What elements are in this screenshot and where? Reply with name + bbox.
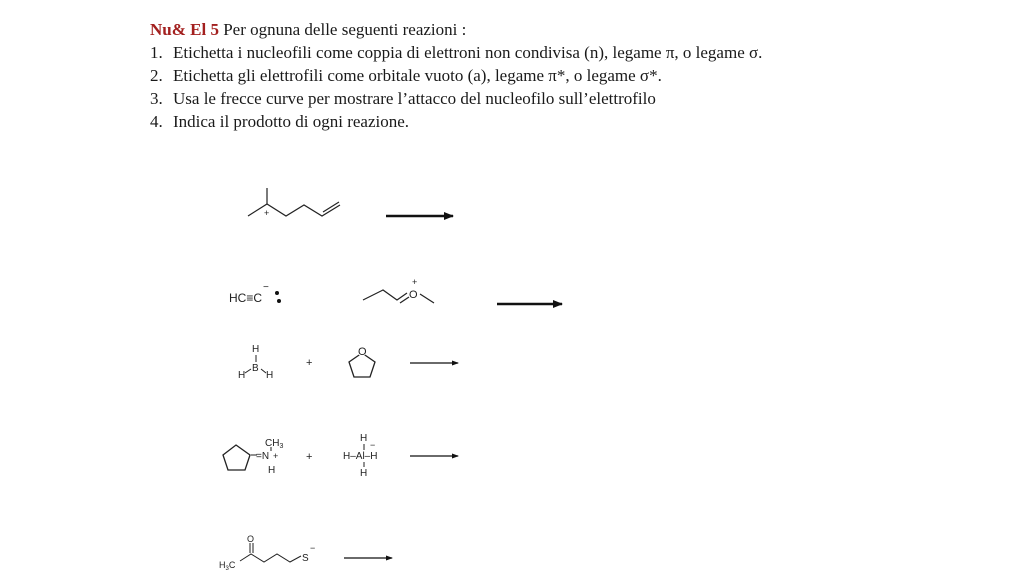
o-methyl-bond	[420, 294, 434, 303]
borane-h-left: H	[238, 370, 246, 381]
reaction-1	[248, 188, 453, 218]
exercise-title: Nu& El 5	[150, 20, 219, 39]
boron-label: B	[252, 363, 259, 374]
aluminate-h-top: H	[360, 433, 368, 444]
step-number: 3.	[150, 89, 163, 108]
acetylide-label: HC≡C	[229, 291, 262, 305]
step-number: 2.	[150, 66, 163, 85]
plus-sign: +	[306, 357, 313, 369]
iminium-n-label: =N	[256, 451, 270, 462]
step-text: Etichetta gli elettrofili come orbitale vuoto (a), legame π*, o legame σ*.	[173, 66, 662, 85]
carbocation-charge: +	[264, 208, 270, 218]
lone-pair-dot	[277, 299, 281, 303]
reaction-2	[229, 277, 562, 305]
acetylide-charge: −	[263, 282, 269, 293]
methyl-label: $CH_3$	[265, 438, 284, 450]
iminium-h-label: H	[268, 465, 276, 476]
reaction-4	[223, 433, 458, 479]
lone-pair-dot	[275, 291, 279, 295]
step-text: Usa le frecce curve per mostrare l’attacco del nucleofilo sull’elettrofilo	[173, 89, 656, 108]
thf-oxygen-label: O	[358, 346, 367, 358]
methyl-label: $H_3C$	[219, 560, 236, 572]
oxygen-charge: +	[412, 277, 418, 287]
oxygen-label: O	[409, 289, 418, 301]
cyclopentyl-ring	[223, 445, 250, 470]
step-text: Etichetta i nucleofili come coppia di elettroni non condivisa (n), legame π, o legame σ.	[173, 43, 763, 62]
thiolate-chain	[240, 554, 301, 562]
step-number: 1.	[150, 43, 163, 62]
aluminate-label: H–Al–H	[343, 451, 378, 462]
step-number: 4.	[150, 112, 163, 131]
co-double-bond	[400, 297, 409, 303]
oxocarbenium-chain	[363, 290, 407, 300]
sulfur-label: S	[302, 553, 309, 564]
plus-sign: +	[306, 451, 313, 463]
borane-h-top: H	[252, 344, 260, 355]
thiolate-charge: −	[310, 543, 316, 553]
aluminate-charge: −	[370, 440, 376, 450]
bh-bond	[245, 369, 251, 373]
exercise-intro: Per ognuna delle seguenti reazioni :	[223, 20, 467, 39]
borane-h-right: H	[266, 370, 274, 381]
aluminate-h-bottom: H	[360, 468, 368, 479]
reaction-5	[219, 534, 392, 572]
step-text: Indica il prodotto di ogni reazione.	[173, 112, 410, 131]
iminium-charge: +	[273, 451, 279, 461]
reaction-3	[238, 344, 458, 381]
carbonyl-oxygen-label: O	[247, 534, 255, 544]
